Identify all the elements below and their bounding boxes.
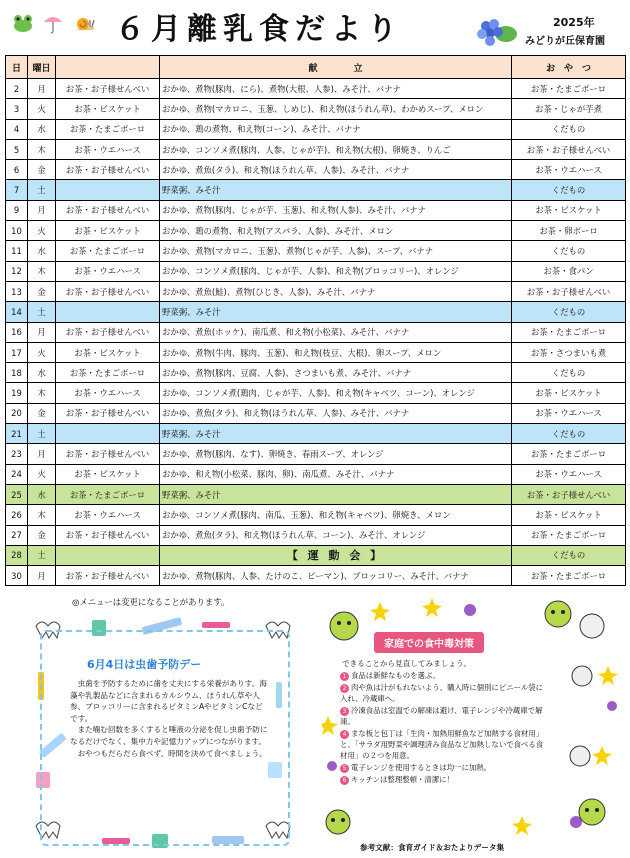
row-snack: お茶・じゃが芋煮 (512, 99, 626, 119)
food-poisoning-item (340, 705, 550, 727)
row-snack: お茶・卵ボーロ (512, 221, 626, 241)
row-day: 20 (6, 403, 28, 423)
row-day: 4 (6, 119, 28, 139)
row-snack: お茶・たまごボーロ (512, 566, 626, 586)
row-menu: おかゆ、鶏の煮物、和え物(コーン)、みそ汁、バナナ (160, 119, 512, 139)
page-header (0, 0, 630, 52)
row-menu: おかゆ、コンソメ煮(豚肉、人参、じゃが芋)、和え物(大根)、卵焼き、りんご (160, 139, 512, 159)
menu-row (6, 424, 626, 444)
row-day: 10 (6, 221, 28, 241)
menu-table-body (6, 79, 626, 586)
row-menu: おかゆ、煮魚(タラ)、和え物(ほうれん草、人参)、みそ汁、バナナ (160, 160, 512, 180)
menu-row (6, 139, 626, 159)
row-snack: お茶・ウエハース (512, 160, 626, 180)
row-weekday: 土 (28, 180, 56, 200)
row-snack: お茶・お子様せんべい (512, 139, 626, 159)
row-weekday: 土 (28, 302, 56, 322)
item-text: 冷凍食品は室温での解凍は避け、電子レンジや冷蔵庫で解凍。 (340, 706, 543, 726)
dental-paragraph: また噛む回数を多くすると唾液の分泌を促し虫歯予防になるだけでなく、集中力や記憶力アップにつながります。 (70, 725, 268, 746)
year-label: 2025年 (553, 16, 595, 29)
menu-row (6, 484, 626, 504)
row-weekday: 土 (28, 424, 56, 444)
row-menu: 【 運 動 会 】 (160, 545, 512, 565)
row-menu: おかゆ、和え物(小松菜、豚肉、卵)、南瓜煮、みそ汁、バナナ (160, 464, 512, 484)
row-drink: お茶・お子様せんべい (56, 403, 160, 423)
row-day: 24 (6, 464, 28, 484)
row-drink: お茶・たまごボーロ (56, 484, 160, 504)
row-day: 28 (6, 545, 28, 565)
menu-row (6, 444, 626, 464)
row-snack: お茶・ウエハース (512, 464, 626, 484)
row-menu: おかゆ、コンソメ煮(鶏肉、じゃが芋、人参)、和え物(キャベツ、コーン)、オレンジ (160, 383, 512, 403)
row-day: 14 (6, 302, 28, 322)
row-menu: おかゆ、煮物(マカロニ、玉葱、しめじ)、和え物(ほうれん草)、わかめスープ、メロン (160, 99, 512, 119)
row-drink: お茶・お子様せんべい (56, 79, 160, 99)
food-poisoning-heading: 家庭での食中毒対策 (374, 632, 484, 653)
dental-day-box (32, 612, 294, 852)
row-day: 17 (6, 342, 28, 362)
row-snack: お茶・お子様せんべい (512, 484, 626, 504)
snail-icon (72, 12, 96, 34)
food-poisoning-list (340, 670, 550, 786)
row-day: 25 (6, 484, 28, 504)
row-weekday: 木 (28, 261, 56, 281)
row-weekday: 木 (28, 505, 56, 525)
col-header-snack: お や つ (512, 56, 626, 79)
row-snack: お茶・ビスケット (512, 383, 626, 403)
row-day: 9 (6, 200, 28, 220)
row-weekday: 金 (28, 525, 56, 545)
menu-row (6, 342, 626, 362)
col-header-day: 日 (6, 56, 28, 79)
row-snack: くだもの (512, 545, 626, 565)
item-number-badge: 2 (340, 684, 349, 693)
item-number-badge: 4 (340, 730, 349, 739)
item-text: キッチンは整理整頓・清潔に！ (351, 775, 454, 784)
row-weekday: 水 (28, 363, 56, 383)
row-drink: お茶・お子様せんべい (56, 444, 160, 464)
row-snack: くだもの (512, 302, 626, 322)
page-title: ６月離乳食だより (115, 12, 403, 47)
food-poisoning-intro: できることから見直してみましょう。 (342, 659, 472, 668)
row-day: 12 (6, 261, 28, 281)
row-menu: おかゆ、煮物(豚肉、人参、たけのこ、ピーマン)、ブロッコリー、みそ汁、バナナ (160, 566, 512, 586)
food-poisoning-item (340, 670, 550, 681)
menu-row (6, 545, 626, 565)
row-day: 7 (6, 180, 28, 200)
row-menu: おかゆ、煮魚(鮭)、煮物(ひじき、人参)、みそ汁、バナナ (160, 281, 512, 301)
menu-row (6, 464, 626, 484)
menu-change-note: ◎メニューは変更になることがあります。 (72, 597, 230, 607)
row-weekday: 火 (28, 99, 56, 119)
menu-row (6, 261, 626, 281)
row-weekday: 月 (28, 322, 56, 342)
row-day: 16 (6, 322, 28, 342)
row-snack: お茶・ビスケット (512, 505, 626, 525)
row-snack: くだもの (512, 180, 626, 200)
header-icons (12, 12, 96, 34)
dental-day-text (70, 678, 270, 759)
food-poisoning-item (340, 762, 550, 773)
col-header-menu: 献 立 (160, 56, 512, 79)
row-day: 6 (6, 160, 28, 180)
menu-table (5, 55, 626, 586)
row-weekday: 土 (28, 545, 56, 565)
row-snack: お茶・食パン (512, 261, 626, 281)
row-day: 30 (6, 566, 28, 586)
row-menu: おかゆ、煮物(豚肉、なす)、卵焼き、春雨スープ、オレンジ (160, 444, 512, 464)
row-menu: おかゆ、コンソメ煮(豚肉、じゃが芋、人参)、和え物(ブロッコリー)、オレンジ (160, 261, 512, 281)
menu-row (6, 241, 626, 261)
frog-icon (12, 12, 34, 34)
menu-row (6, 383, 626, 403)
row-day: 19 (6, 383, 28, 403)
row-weekday: 月 (28, 79, 56, 99)
row-snack: お茶・たまごボーロ (512, 322, 626, 342)
umbrella-icon (42, 12, 64, 34)
row-menu: 野菜粥、みそ汁 (160, 484, 512, 504)
menu-row (6, 363, 626, 383)
menu-row (6, 403, 626, 423)
row-day: 21 (6, 424, 28, 444)
row-snack: くだもの (512, 241, 626, 261)
row-menu: おかゆ、煮物(豚肉、じゃが芋、玉葱)、和え物(人参)、みそ汁、バナナ (160, 200, 512, 220)
row-drink: お茶・ウエハース (56, 139, 160, 159)
menu-row (6, 281, 626, 301)
row-snack: お茶・お子様せんべい (512, 281, 626, 301)
row-snack: お茶・ウエハース (512, 403, 626, 423)
item-text: 食品は新鮮なものを選ぶ。 (351, 671, 440, 680)
row-menu: おかゆ、煮物(豚肉、にら)、煮物(大根、人参)、みそ汁、バナナ (160, 79, 512, 99)
row-day: 11 (6, 241, 28, 261)
menu-row (6, 79, 626, 99)
hydrangea-icon (470, 12, 518, 48)
row-menu: おかゆ、煮物(牛肉、豚肉、玉葱)、和え物(枝豆、大根)、卵スープ、メロン (160, 342, 512, 362)
row-drink (56, 545, 160, 565)
row-weekday: 水 (28, 241, 56, 261)
food-poisoning-box (322, 596, 622, 858)
row-drink: お茶・たまごボーロ (56, 119, 160, 139)
row-weekday: 金 (28, 160, 56, 180)
menu-row (6, 525, 626, 545)
row-day: 18 (6, 363, 28, 383)
row-menu: おかゆ、鶏の煮物、和え物(アスパラ、人参)、みそ汁、メロン (160, 221, 512, 241)
item-number-badge: 3 (340, 707, 349, 716)
row-day: 27 (6, 525, 28, 545)
item-number-badge: 5 (340, 764, 349, 773)
row-day: 2 (6, 79, 28, 99)
item-text: まな板と包丁は「生肉・加熱用鮮魚など加熱する食材用」と、「サラダ用野菜や調理済み食品など加熱しないで食べる食材用」の２つを用意。 (340, 729, 544, 760)
row-day: 13 (6, 281, 28, 301)
dental-paragraph: おやつもだらだら食べず、時間を決めて食べましょう。 (77, 748, 267, 758)
item-text: 電子レンジを使用するときは均一に加熱。 (351, 763, 492, 772)
row-drink: お茶・ウエハース (56, 261, 160, 281)
row-snack: くだもの (512, 119, 626, 139)
row-drink: お茶・お子様せんべい (56, 281, 160, 301)
row-menu: おかゆ、煮魚(ホッケ)、南瓜煮、和え物(小松菜)、みそ汁、バナナ (160, 322, 512, 342)
menu-row (6, 99, 626, 119)
row-snack: お茶・さつまいも煮 (512, 342, 626, 362)
row-drink: お茶・たまごボーロ (56, 363, 160, 383)
row-weekday: 金 (28, 403, 56, 423)
row-drink: お茶・お子様せんべい (56, 525, 160, 545)
menu-row (6, 322, 626, 342)
row-drink: お茶・お子様せんべい (56, 566, 160, 586)
row-drink: お茶・ビスケット (56, 464, 160, 484)
row-snack: くだもの (512, 424, 626, 444)
row-snack: くだもの (512, 363, 626, 383)
item-number-badge: 1 (340, 672, 349, 681)
menu-row (6, 505, 626, 525)
item-number-badge: 6 (340, 776, 349, 785)
row-snack: お茶・たまごボーロ (512, 525, 626, 545)
row-day: 5 (6, 139, 28, 159)
row-weekday: 水 (28, 119, 56, 139)
row-snack: お茶・ビスケット (512, 200, 626, 220)
food-poisoning-item (340, 774, 550, 785)
row-day: 23 (6, 444, 28, 464)
row-drink: お茶・お子様せんべい (56, 200, 160, 220)
menu-row (6, 302, 626, 322)
row-weekday: 水 (28, 484, 56, 504)
row-drink: お茶・お子様せんべい (56, 322, 160, 342)
menu-row (6, 200, 626, 220)
food-poisoning-item (340, 682, 550, 704)
row-drink: お茶・ビスケット (56, 342, 160, 362)
row-menu: おかゆ、煮魚(タラ)、和え物(ほうれん草、コーン)、みそ汁、オレンジ (160, 525, 512, 545)
row-weekday: 月 (28, 200, 56, 220)
row-menu: おかゆ、煮物(豚肉、豆腐、人参)、さつまいも煮、みそ汁、バナナ (160, 363, 512, 383)
row-drink (56, 180, 160, 200)
row-weekday: 金 (28, 281, 56, 301)
school-name: みどりが丘保育園 (525, 36, 605, 47)
row-drink: お茶・ビスケット (56, 221, 160, 241)
row-weekday: 月 (28, 444, 56, 464)
row-snack: お茶・たまごボーロ (512, 79, 626, 99)
menu-row (6, 566, 626, 586)
food-poisoning-item (340, 728, 550, 761)
col-header-weekday: 曜日 (28, 56, 56, 79)
row-menu: おかゆ、煮魚(タラ)、和え物(ほうれん草、人参)、みそ汁、バナナ (160, 403, 512, 423)
row-drink: お茶・ウエハース (56, 505, 160, 525)
row-menu: おかゆ、コンソメ煮(豚肉、南瓜、玉葱)、和え物(キャベツ)、卵焼き、メロン (160, 505, 512, 525)
menu-row (6, 119, 626, 139)
row-drink (56, 424, 160, 444)
row-weekday: 木 (28, 383, 56, 403)
reference-note: 参考文献：食育ガイド＆おたよりデータ集 (360, 843, 505, 852)
row-drink (56, 302, 160, 322)
col-header-drink (56, 56, 160, 79)
row-day: 26 (6, 505, 28, 525)
row-drink: お茶・お子様せんべい (56, 160, 160, 180)
menu-row (6, 160, 626, 180)
row-drink: お茶・ビスケット (56, 99, 160, 119)
row-day: 3 (6, 99, 28, 119)
menu-row (6, 180, 626, 200)
row-menu: 野菜粥、みそ汁 (160, 424, 512, 444)
item-text: 肉や魚は汁がもれないよう、購入時に個別にビニール袋に入れ、冷蔵庫へ。 (340, 683, 544, 703)
menu-table-header (6, 56, 626, 79)
row-drink: お茶・ウエハース (56, 383, 160, 403)
row-drink: お茶・たまごボーロ (56, 241, 160, 261)
row-weekday: 火 (28, 464, 56, 484)
row-menu: 野菜粥、みそ汁 (160, 180, 512, 200)
menu-row (6, 221, 626, 241)
row-snack: お茶・たまごボーロ (512, 444, 626, 464)
row-menu: おかゆ、煮物(マカロニ、玉葱)、煮物(じゃが芋、人参)、スープ、バナナ (160, 241, 512, 261)
row-weekday: 月 (28, 566, 56, 586)
row-menu: 野菜粥、みそ汁 (160, 302, 512, 322)
row-weekday: 火 (28, 221, 56, 241)
dental-day-heading: 6月4日は虫歯予防デー (87, 658, 202, 671)
row-weekday: 火 (28, 342, 56, 362)
row-weekday: 木 (28, 139, 56, 159)
dental-paragraph: 虫歯を予防するために歯を丈夫にする栄養がありす。海藻や乳製品などに含まれるカルシウム、ほうれん草や人参、ブロッコリーに含まれるビタミンAやビタミンCなどです。 (70, 679, 267, 723)
